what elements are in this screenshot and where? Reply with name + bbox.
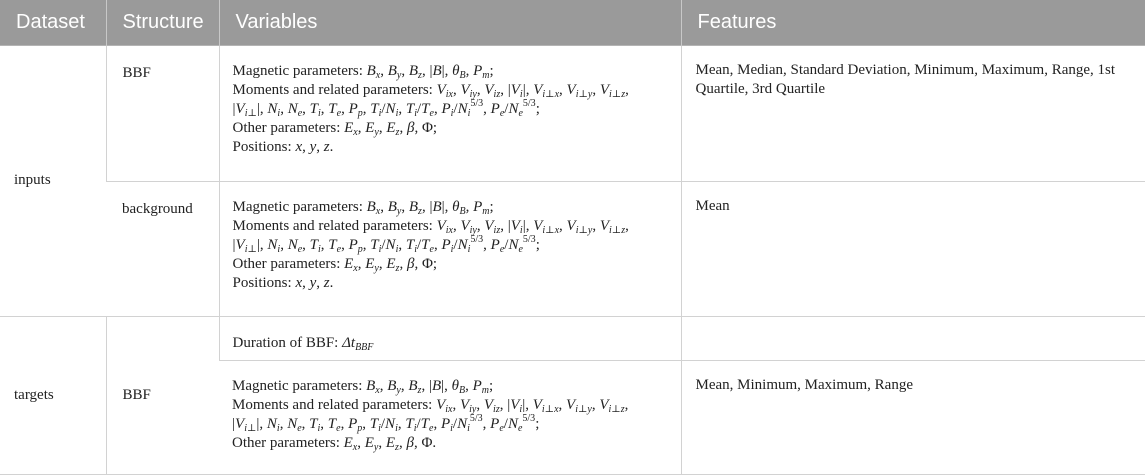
- magnetic-parameters: Magnetic parameters: $B_x$, $B_y$, $B_z$, |B|, $\theta_B$, $P_m$;: [232, 377, 494, 396]
- moments-parameters: Moments and related parameters: $V_{ix}$, $V_{iy}$, $V_{iz}$, $|V_i|$, $V_{i\perp x}$, $V_{i\perp y}$, $V_{i\perp z}$,: [232, 396, 629, 415]
- features-cell: Mean, Minimum, Maximum, Range: [681, 360, 1145, 474]
- variables-cell: [219, 181, 681, 316]
- table-row: [0, 181, 1145, 316]
- header-row: [0, 0, 1145, 45]
- moments-parameters-cont: $|V_{i\perp}|$, $N_i$, $N_e$, $T_i$, $T_e$, $P_p$, $T_i/N_i$, $T_i/T_e$, $P_i/N_i^{5/3}$, $P_e/N_e^{5/3}$;: [232, 412, 540, 434]
- variables-cell: [219, 45, 681, 181]
- magnetic-parameters: Magnetic parameters: $B_x$, $B_y$, $B_z$, |B|, $\theta_B$, $P_m$;: [232, 62, 494, 81]
- header-dataset: Dataset: [16, 10, 85, 33]
- features-cell: [681, 316, 1145, 360]
- table-row: [0, 316, 1145, 360]
- structure-background: background: [106, 181, 219, 316]
- features-cell: Mean: [681, 181, 1145, 316]
- moments-parameters-cont: $|V_{i\perp}|$, $N_i$, $N_e$, $T_i$, $T_e$, $P_p$, $T_i/N_i$, $T_i/T_e$, $P_i/N_i^{5/3}$, $P_e/N_e^{5/3}$;: [232, 97, 540, 119]
- structure-bbf: BBF: [106, 316, 219, 474]
- positions: Positions: x, y, z.: [232, 138, 334, 155]
- header-structure: Structure: [106, 0, 219, 45]
- features-cell: Mean, Median, Standard Deviation, Minimum, Maximum, Range, 1st Quartile, 3rd Quartile: [681, 45, 1145, 181]
- positions: Positions: x, y, z.: [232, 274, 334, 291]
- header-variables: Variables: [219, 0, 681, 45]
- dataset-targets: targets: [0, 316, 106, 474]
- table-row: [0, 45, 1145, 181]
- magnetic-parameters: Magnetic parameters: $B_x$, $B_y$, $B_z$, |B|, $\theta_B$, $P_m$;: [232, 198, 494, 217]
- variables-cell: [219, 360, 681, 474]
- other-parameters: Other parameters: $E_x$, $E_y$, $E_z$, β, Φ.: [232, 434, 437, 453]
- other-parameters: Other parameters: $E_x$, $E_y$, $E_z$, β, Φ;: [232, 119, 438, 138]
- header-features: Features: [681, 0, 1145, 45]
- moments-parameters-cont: $|V_{i\perp}|$, $N_i$, $N_e$, $T_i$, $T_e$, $P_p$, $T_i/N_i$, $T_i/T_e$, $P_i/N_i^{5/3}$, $P_e/N_e^{5/3}$;: [232, 233, 540, 255]
- duration-parameter: Duration of BBF: $\Delta t_{BBF}$: [232, 334, 374, 353]
- moments-parameters: Moments and related parameters: $V_{ix}$, $V_{iy}$, $V_{iz}$, $|V_i|$, $V_{i\perp x}$, $V_{i\perp y}$, $V_{i\perp z}$,: [232, 217, 629, 236]
- other-parameters: Other parameters: $E_x$, $E_y$, $E_z$, β, Φ;: [232, 255, 438, 274]
- dataset-inputs: inputs: [0, 45, 106, 316]
- structure-bbf: BBF: [106, 45, 219, 181]
- variables-cell: [219, 316, 681, 360]
- moments-parameters: Moments and related parameters: $V_{ix}$, $V_{iy}$, $V_{iz}$, $|V_i|$, $V_{i\perp x}$, $V_{i\perp y}$, $V_{i\perp z}$,: [232, 81, 629, 100]
